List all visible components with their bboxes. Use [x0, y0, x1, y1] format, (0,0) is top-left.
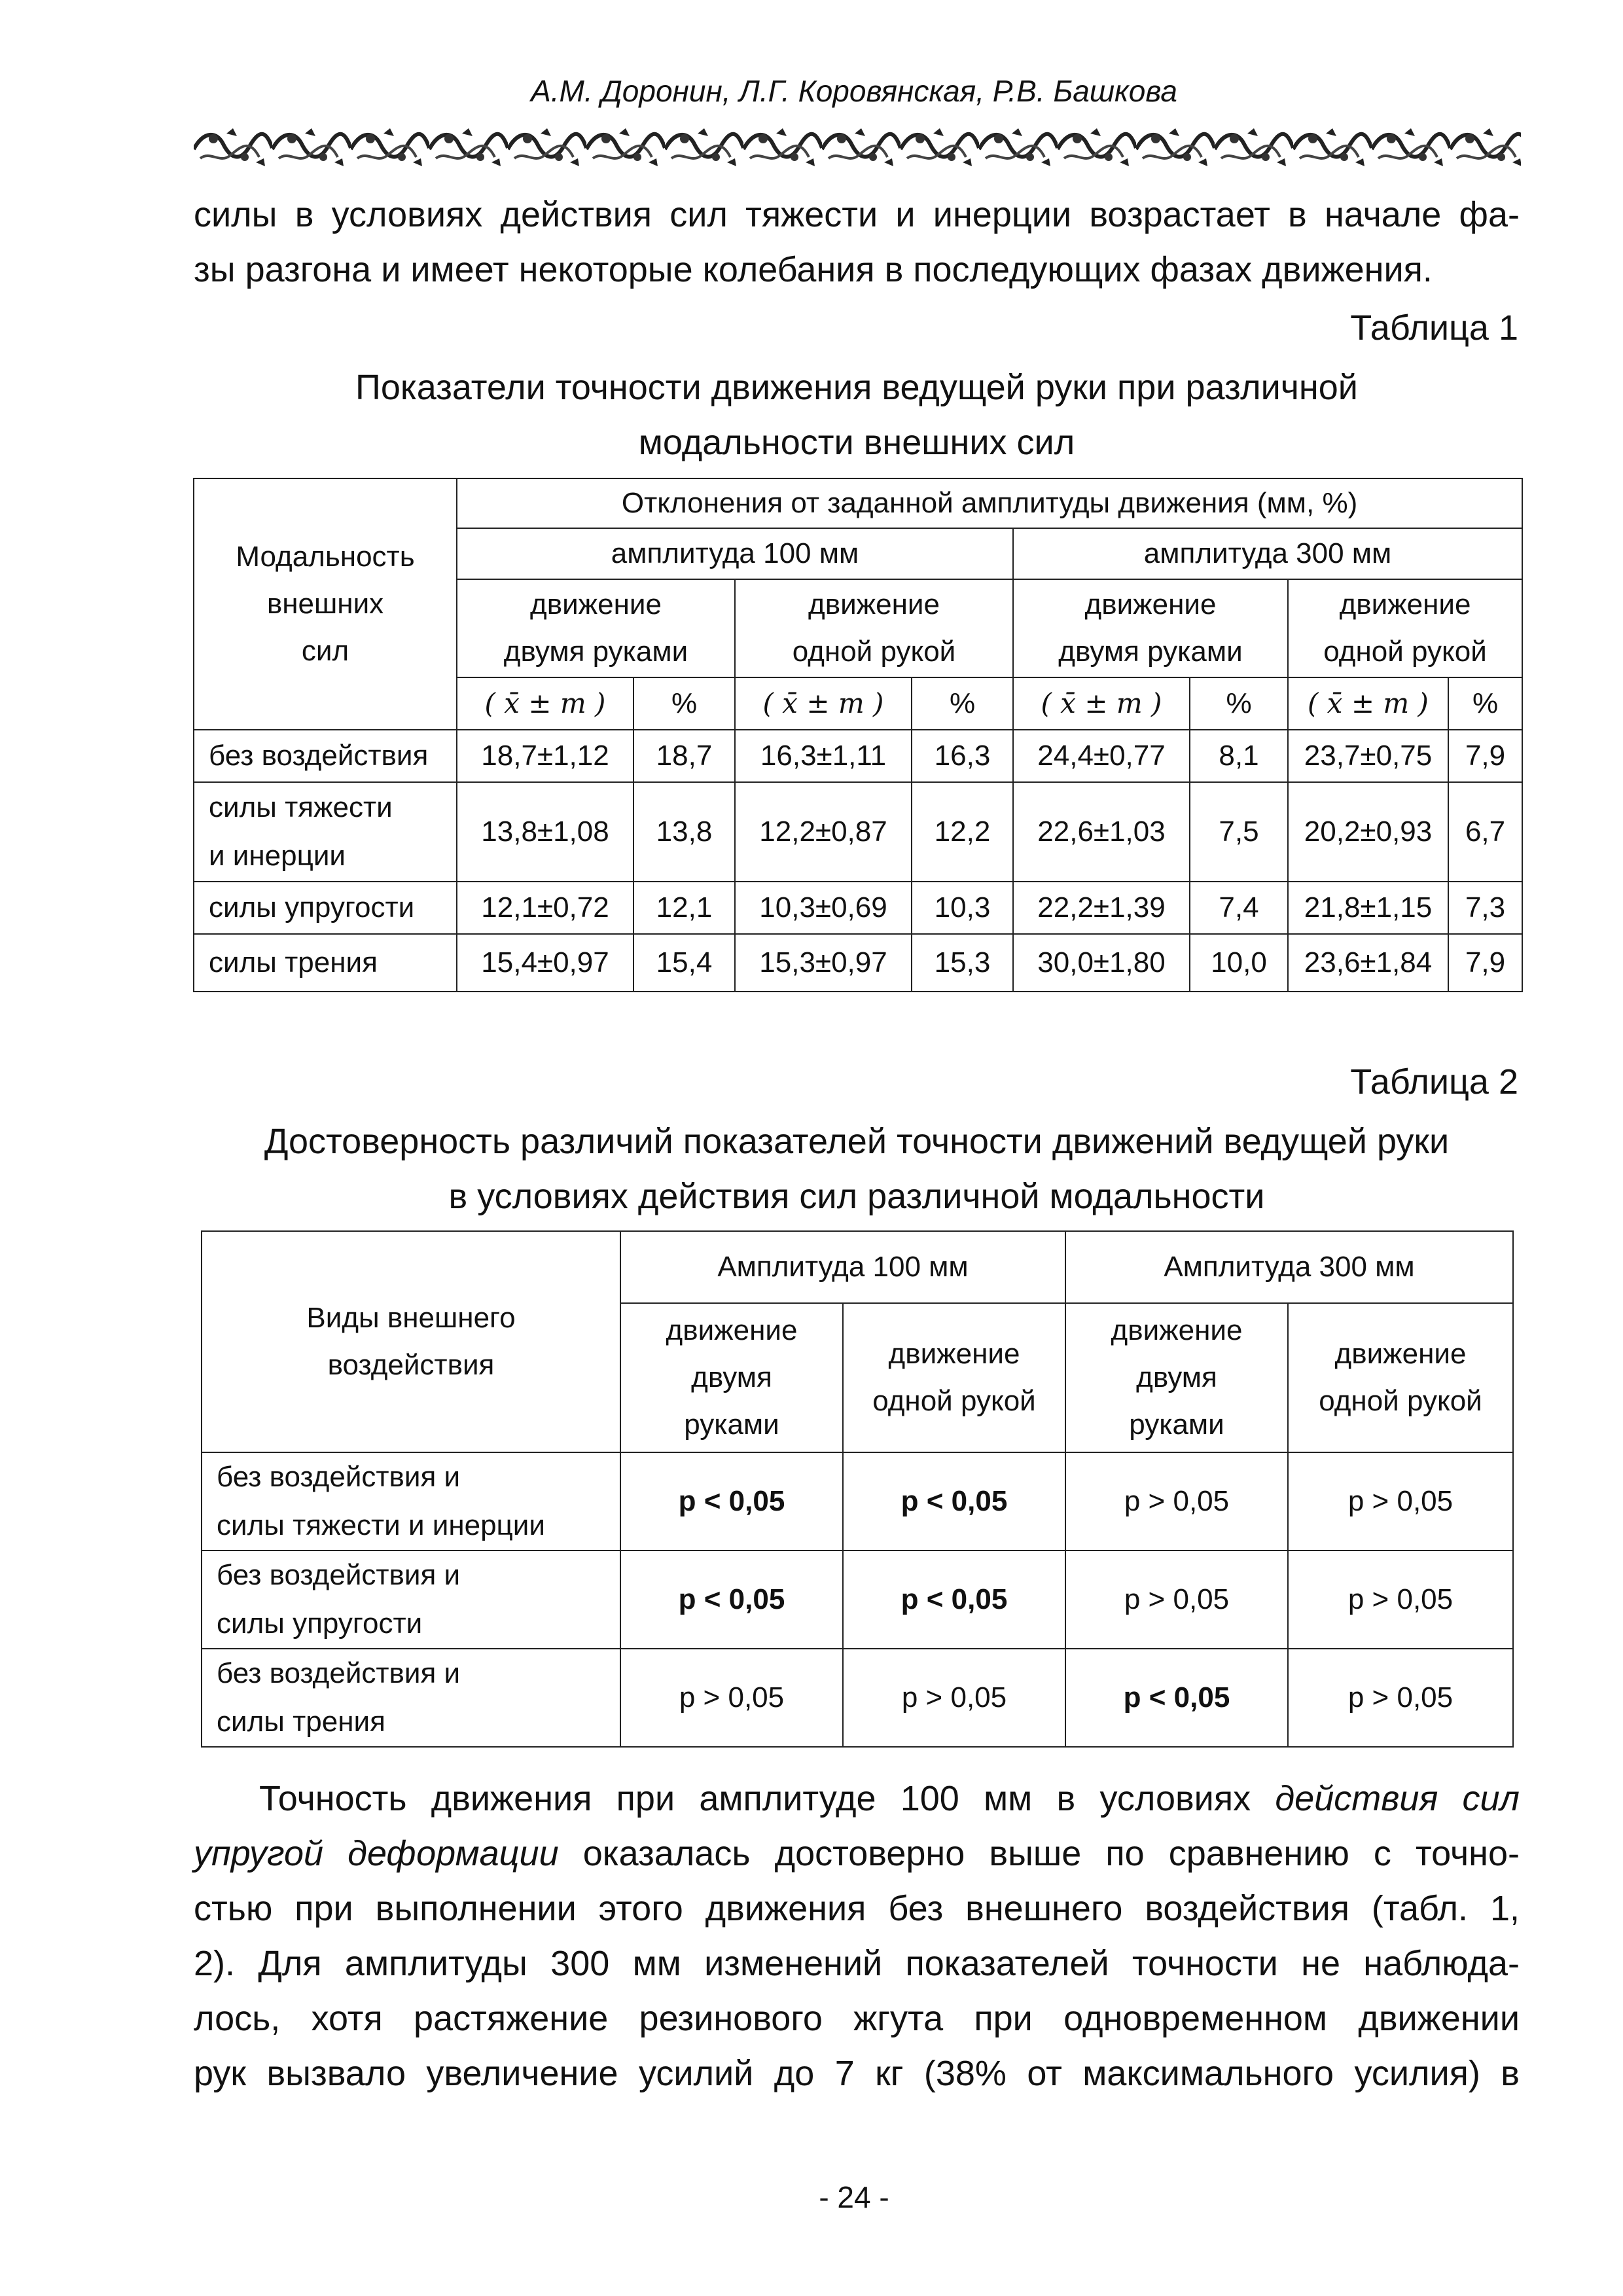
table-cell: p < 0,05 [1065, 1649, 1288, 1747]
table1-stat-percent-header: % [1190, 677, 1288, 730]
table-row [194, 882, 1522, 934]
table1-title-line: Показатели точности движения ведущей руки при различной [355, 368, 1358, 407]
table1-movement-line: движение [808, 588, 940, 620]
table2-movement-header [1065, 1303, 1288, 1452]
table-cell: p < 0,05 [843, 1551, 1065, 1649]
table1-movement-header [1288, 579, 1522, 677]
conclusion-text: Точность движения при амплитуде 100 мм в условиях [259, 1779, 1275, 1818]
table1-movement-line: одной рукой [1323, 636, 1487, 668]
table-row [194, 934, 1522, 992]
table1-row-label-line: силы тяжести [209, 791, 393, 823]
table2-movement-line: двумя [691, 1361, 772, 1393]
table-row [194, 782, 1522, 882]
table1-label: Таблица 1 [1350, 308, 1518, 348]
table-cell: 30,0±1,80 [1013, 934, 1190, 992]
table-cell: 7,9 [1448, 934, 1522, 992]
conclusion-line: рук вызвало увеличение усилий до 7 кг (38% от максимального усилия) в [194, 2054, 1520, 2093]
table2-movement-line: движение [1111, 1314, 1243, 1346]
table2-title-line: в условиях действия сил различной модальности [448, 1177, 1265, 1216]
table-cell: 7,9 [1448, 730, 1522, 782]
table1-row-label: силы упругости [194, 882, 457, 934]
table1-stat-mean-header: ( x̄ ± m ) [735, 677, 912, 730]
table-cell: 16,3 [912, 730, 1013, 782]
table1 [193, 478, 1523, 992]
table-cell: 15,4±0,97 [457, 934, 633, 992]
table1-stat-mean-header: ( x̄ ± m ) [1288, 677, 1448, 730]
table2-title-line: Достоверность различий показателей точности движений ведущей руки [264, 1122, 1450, 1161]
page-number: - 24 - [819, 2180, 889, 2214]
table1-row-header [194, 478, 457, 730]
table1-stat-mean-header: ( x̄ ± m ) [1013, 677, 1190, 730]
table1-movement-line: движение [1084, 588, 1217, 620]
table1-stat-percent-header: % [1448, 677, 1522, 730]
table1-row-label-line: и инерции [209, 840, 346, 872]
table-cell: 10,3±0,69 [735, 882, 912, 934]
table1-title-line: модальности внешних сил [638, 423, 1075, 462]
table1-row-label [194, 782, 457, 882]
table-cell: 23,6±1,84 [1288, 934, 1448, 992]
table-cell: 12,2±0,87 [735, 782, 912, 882]
table1-row-header-line: внешних [266, 588, 384, 620]
table-cell: p > 0,05 [1288, 1452, 1513, 1551]
table-cell: 13,8 [633, 782, 735, 882]
table-cell: 12,1 [633, 882, 735, 934]
table2-movement-line: движение [666, 1314, 798, 1346]
table1-row-header-line: сил [301, 635, 349, 667]
table-cell: 6,7 [1448, 782, 1522, 882]
table-cell: p < 0,05 [620, 1551, 843, 1649]
conclusion-line [194, 1826, 1520, 1881]
table-cell: 12,1±0,72 [457, 882, 633, 934]
conclusion-paragraph [194, 1771, 1520, 2101]
intro-paragraph [194, 187, 1520, 297]
table2-movement-line: движение [1334, 1338, 1467, 1370]
table2-movement-line: одной рукой [1319, 1385, 1482, 1417]
table-cell: 15,3 [912, 934, 1013, 992]
table1-movement-line: одной рукой [792, 636, 956, 668]
table1-title [194, 360, 1520, 470]
table2-movement-line: руками [1129, 1408, 1224, 1441]
table2-movement-line: двумя [1136, 1361, 1217, 1393]
table2-row-header [202, 1231, 620, 1452]
table2-row-label-line: без воздействия и [217, 1559, 461, 1591]
table-cell: 15,3±0,97 [735, 934, 912, 992]
conclusion-italic-text: упругой деформации [194, 1834, 559, 1873]
table2-row-label [202, 1649, 620, 1747]
table2-title [194, 1114, 1520, 1224]
table2-movement-header [843, 1303, 1065, 1452]
table-cell: p < 0,05 [620, 1452, 843, 1551]
table2-amplitude-header: Амплитуда 100 мм [620, 1231, 1065, 1303]
table-cell: 10,3 [912, 882, 1013, 934]
table-cell: 7,5 [1190, 782, 1288, 882]
table1-movement-header [1013, 579, 1288, 677]
table-cell: p > 0,05 [620, 1649, 843, 1747]
table1-movement-line: двумя руками [1058, 636, 1243, 668]
table-cell: 10,0 [1190, 934, 1288, 992]
table2-row-header-line: Виды внешнего [306, 1302, 516, 1334]
table2-row-label-line: силы упругости [217, 1607, 423, 1640]
table-cell: p > 0,05 [1065, 1551, 1288, 1649]
table1-amplitude-header: амплитуда 300 мм [1013, 528, 1522, 579]
intro-line: силы в условиях действия сил тяжести и инерции возрастает в начале фа- [194, 195, 1520, 234]
table2 [201, 1230, 1514, 1748]
table2-row-label-line: без воздействия и [217, 1657, 461, 1689]
table1-movement-line: движение [1339, 588, 1471, 620]
table1-movement-line: движение [530, 588, 662, 620]
table2-movement-header [620, 1303, 843, 1452]
table2-row-label-line: силы тяжести и инерции [217, 1509, 545, 1541]
table-cell: 7,3 [1448, 882, 1522, 934]
table1-row-header-line: Модальность [236, 541, 415, 573]
table1-movement-header [735, 579, 1013, 677]
conclusion-line: 2). Для амплитуды 300 мм изменений показателей точности не наблюда- [194, 1944, 1520, 1983]
table-cell: p > 0,05 [1065, 1452, 1288, 1551]
running-header-authors: А.М. Доронин, Л.Г. Коровянская, Р.В. Башкова [531, 74, 1177, 108]
conclusion-line [194, 1771, 1520, 1826]
table-cell: p > 0,05 [843, 1649, 1065, 1747]
table-cell: 18,7 [633, 730, 735, 782]
table-cell: p < 0,05 [843, 1452, 1065, 1551]
table1-row-label: без воздействия [194, 730, 457, 782]
table-cell: 8,1 [1190, 730, 1288, 782]
table-cell: 7,4 [1190, 882, 1288, 934]
decorative-ornament-border [194, 124, 1521, 170]
table-cell: 18,7±1,12 [457, 730, 633, 782]
table1-stat-percent-header: % [912, 677, 1013, 730]
table2-row-header-line: воздействия [327, 1349, 495, 1381]
conclusion-text: оказалась достоверно выше по сравнению с точно- [558, 1834, 1520, 1873]
table-cell: p > 0,05 [1288, 1649, 1513, 1747]
table-cell: p > 0,05 [1288, 1551, 1513, 1649]
table1-stat-mean-header: ( x̄ ± m ) [457, 677, 633, 730]
intro-line: зы разгона и имеет некоторые колебания в последующих фазах движения. [194, 250, 1433, 289]
table-cell: 13,8±1,08 [457, 782, 633, 882]
table2-movement-line: руками [684, 1408, 779, 1441]
table2-label: Таблица 2 [1350, 1062, 1518, 1102]
table2-row-label-line: без воздействия и [217, 1461, 461, 1493]
table2-row-label [202, 1452, 620, 1551]
table1-movement-header [457, 579, 735, 677]
table-cell: 16,3±1,11 [735, 730, 912, 782]
table1-amplitude-header: амплитуда 100 мм [457, 528, 1013, 579]
table-cell: 20,2±0,93 [1288, 782, 1448, 882]
table-row [194, 730, 1522, 782]
table2-movement-line: одной рукой [872, 1385, 1036, 1417]
conclusion-italic-text: действия сил [1275, 1779, 1520, 1818]
table1-row-label: силы трения [194, 934, 457, 992]
table-row [202, 1452, 1513, 1551]
table2-movement-line: движение [888, 1338, 1020, 1370]
table2-amplitude-header: Амплитуда 300 мм [1065, 1231, 1513, 1303]
table-cell: 24,4±0,77 [1013, 730, 1190, 782]
table2-row-label [202, 1551, 620, 1649]
table2-row-label-line: силы трения [217, 1706, 385, 1738]
table1-movement-line: двумя руками [503, 636, 688, 668]
table-cell: 15,4 [633, 934, 735, 992]
table-cell: 22,6±1,03 [1013, 782, 1190, 882]
table-cell: 21,8±1,15 [1288, 882, 1448, 934]
conclusion-line: стью при выполнении этого движения без внешнего воздействия (табл. 1, [194, 1889, 1520, 1928]
table1-stat-percent-header: % [633, 677, 735, 730]
table-row [202, 1551, 1513, 1649]
table-cell: 23,7±0,75 [1288, 730, 1448, 782]
table2-movement-header [1288, 1303, 1513, 1452]
table-cell: 22,2±1,39 [1013, 882, 1190, 934]
table1-group-header: Отклонения от заданной амплитуды движения (мм, %) [457, 478, 1522, 528]
conclusion-line: лось, хотя растяжение резинового жгута при одновременном движении [194, 1999, 1520, 2038]
table-row [202, 1649, 1513, 1747]
table-cell: 12,2 [912, 782, 1013, 882]
